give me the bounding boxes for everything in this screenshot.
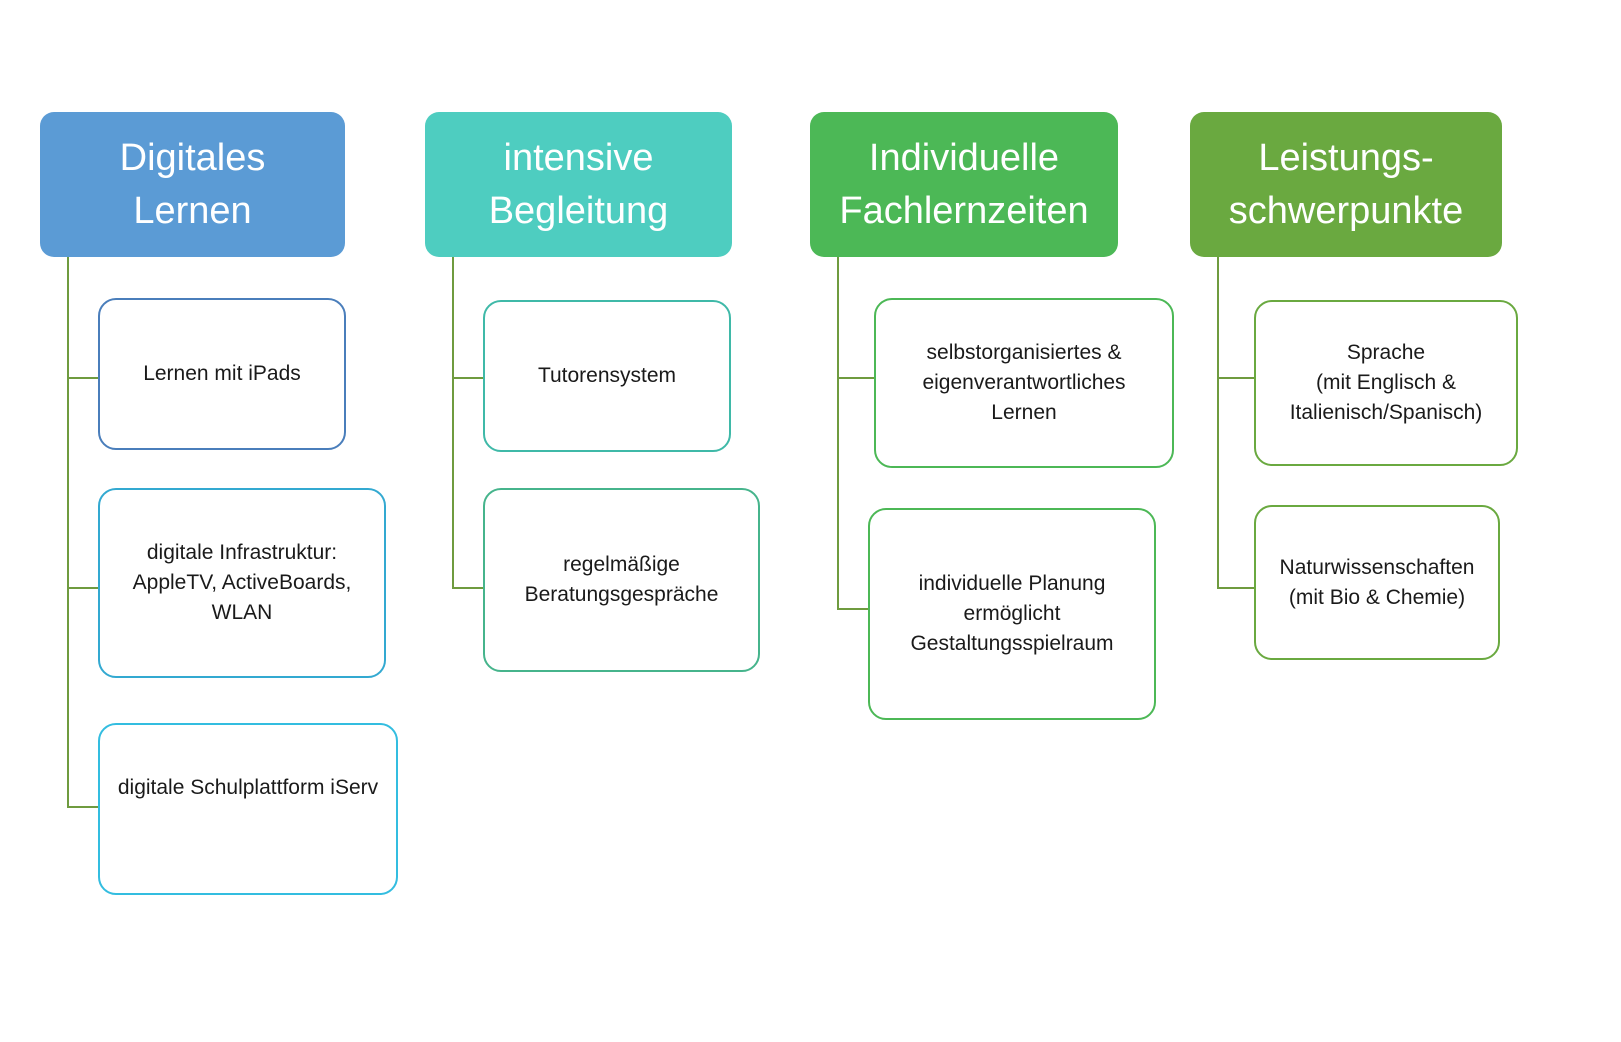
node-regelmaessige-beratungsgespraeche[interactable]: [483, 488, 760, 672]
node-label-line-2: Beratungsgespräche: [524, 583, 719, 606]
node-label-line-3: WLAN: [211, 600, 273, 624]
header-line-1: Digitales: [119, 137, 266, 180]
node-label-line-2: (mit Bio & Chemie): [1288, 585, 1466, 609]
node-label-line-3: Italienisch/Spanisch): [1289, 400, 1483, 424]
connector-branch-2-2: [452, 587, 483, 589]
node-tutorensystem[interactable]: [483, 300, 731, 452]
node-individuelle-planung[interactable]: [868, 508, 1156, 720]
node-label: Lernen mit iPads: [143, 362, 301, 386]
header-digitales-lernen[interactable]: [40, 112, 345, 257]
header-line-1: Leistungs-: [1258, 137, 1434, 180]
connector-branch-3-1: [837, 377, 874, 379]
header-line-1: Individuelle: [868, 137, 1060, 180]
connector-branch-4-2: [1217, 587, 1254, 589]
connector-trunk-2: [452, 257, 454, 587]
connector-trunk-3: [837, 257, 839, 608]
node-label-line-2: (mit Englisch &: [1315, 371, 1457, 395]
connector-branch-2-1: [452, 377, 483, 379]
node-naturwissenschaften[interactable]: [1254, 505, 1500, 660]
node-sprache[interactable]: [1254, 300, 1518, 466]
header-line-2: Fachlernzeiten: [839, 189, 1089, 232]
node-digitale-infrastruktur[interactable]: [98, 488, 386, 678]
connector-trunk-4: [1217, 257, 1219, 587]
node-label-line-2: AppleTV, ActiveBoards,: [132, 571, 352, 595]
header-line-1: intensive: [503, 137, 654, 180]
node-label-line-1: regelmäßige: [563, 553, 680, 577]
node-label-line-1: Sprache: [1346, 341, 1426, 365]
connector-trunk-1: [67, 257, 69, 806]
node-label: digitale Schulplattform iServ: [117, 776, 379, 799]
node-label-line-1: Naturwissenschaften: [1279, 555, 1475, 579]
header-individuelle-fachlernzeiten[interactable]: [810, 112, 1118, 257]
connector-branch-1-3: [67, 806, 98, 808]
connector-branch-4-1: [1217, 377, 1254, 379]
node-label: Tutorensystem: [537, 364, 677, 388]
header-line-2: Lernen: [133, 189, 252, 232]
node-digitale-schulplattform-iserv[interactable]: [98, 723, 398, 895]
header-line-2: Begleitung: [488, 189, 669, 232]
node-label-line-1: individuelle Planung: [918, 572, 1106, 596]
node-label-line-2: ermöglicht: [963, 602, 1061, 626]
node-lernen-mit-ipads[interactable]: [98, 298, 346, 450]
header-line-2: schwerpunkte: [1228, 189, 1464, 232]
node-label-line-3: Gestaltungsspielraum: [910, 631, 1114, 655]
connector-branch-1-2: [67, 587, 98, 589]
header-intensive-begleitung[interactable]: [425, 112, 732, 257]
node-label-line-1: digitale Infrastruktur:: [146, 541, 338, 565]
node-selbstorganisiertes-lernen[interactable]: [874, 298, 1174, 468]
node-label-line-1: selbstorganisiertes &: [926, 341, 1122, 365]
node-label-line-2: eigenverantwortliches Lernen: [922, 371, 1126, 424]
connector-branch-1-1: [67, 377, 98, 379]
header-leistungsschwerpunkte[interactable]: [1190, 112, 1502, 257]
